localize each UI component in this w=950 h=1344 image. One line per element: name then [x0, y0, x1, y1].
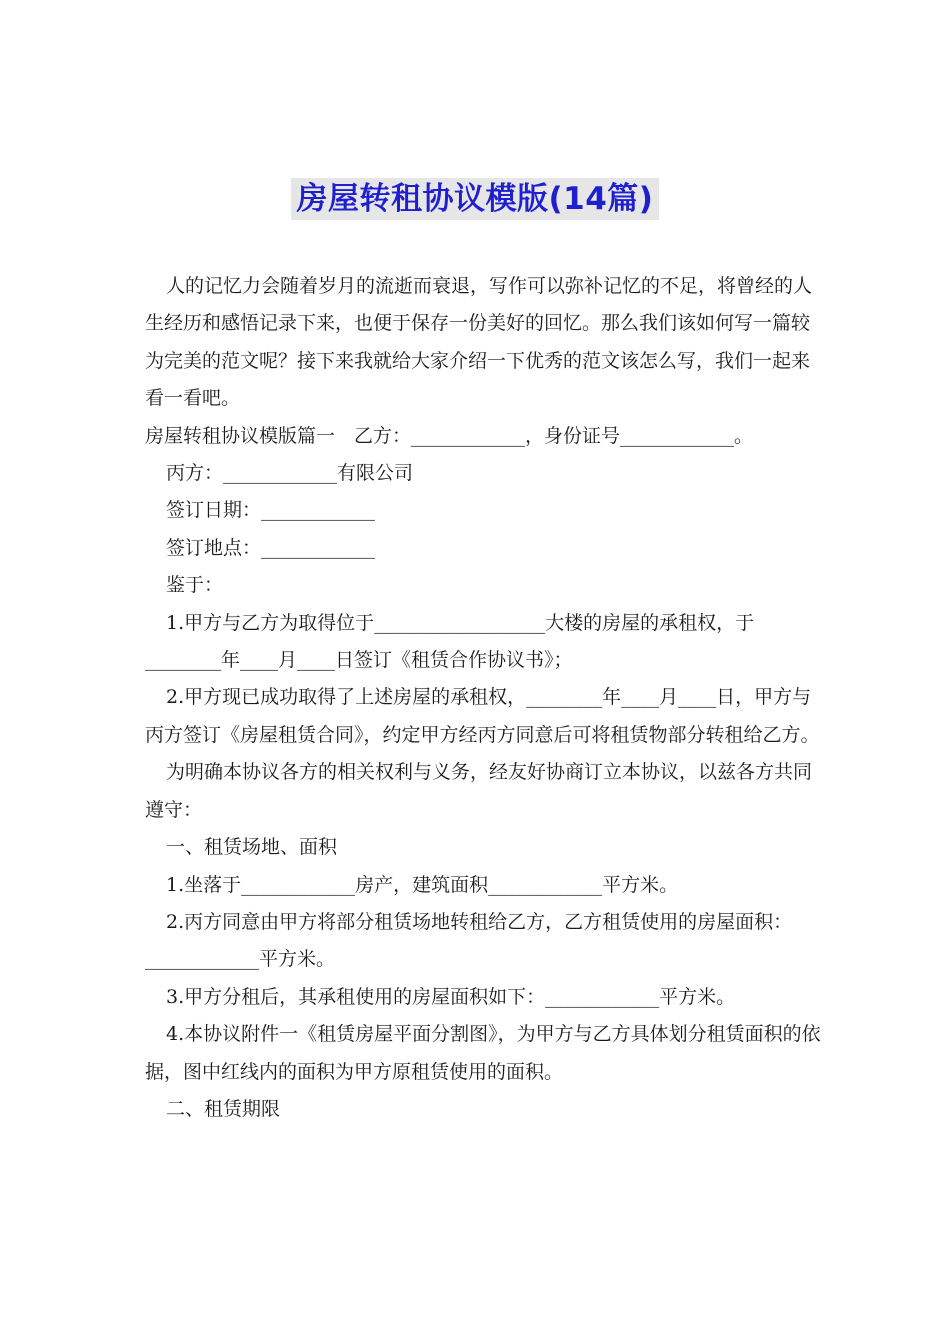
whereas-line: 鉴于： — [166, 574, 224, 597]
sign-date-line: 签订日期：____________ — [166, 499, 376, 522]
document-body — [145, 268, 825, 1128]
recital-1: 1.甲方与乙方为取得位于__________________大楼的房屋的承租权，于________年____月____日签订《租赁合作协议书》； — [145, 611, 755, 672]
clause-1-2: 2.丙方同意由甲方将部分租赁场地转租给乙方，乙方租赁使用的房屋面积：____________平方米。 — [145, 910, 793, 971]
title-container — [0, 178, 950, 220]
purpose-paragraph: 为明确本协议各方的相关权利与义务，经友好协商订立本协议，以兹各方共同遵守： — [145, 761, 813, 821]
section-2-heading: 二、租赁期限 — [166, 1097, 281, 1120]
section-1-heading: 一、租赁场地、面积 — [166, 836, 338, 859]
recital-2: 2.甲方现已成功取得了上述房屋的承租权，________年____月____日，甲方与丙方签订《房屋租赁合同》，约定甲方经丙方同意后可将租赁物部分转租给乙方。 — [145, 686, 820, 746]
clause-1-1: 1.坐落于____________房产，建筑面积____________平方米。 — [166, 873, 679, 896]
party-c-line: 丙方：____________有限公司 — [166, 462, 414, 485]
section-heading-first: 房屋转租协议模版篇一 乙方：____________，身份证号____________。 — [145, 424, 754, 447]
document-title: 房屋转租协议模版(14篇) — [291, 178, 660, 220]
intro-paragraph: 人的记忆力会随着岁月的流逝而衰退，写作可以弥补记忆的不足，将曾经的人生经历和感悟记录下来，也便于保存一份美好的回忆。那么我们该如何写一篇较为完美的范文呢？接下来我就给大家介绍一下优秀的范文该怎么写，我们一起来看一看吧。 — [145, 275, 813, 410]
clause-1-4: 4.本协议附件一《租赁房屋平面分割图》，为甲方与乙方具体划分租赁面积的依据，图中红线内的面积为甲方原租赁使用的面积。 — [145, 1023, 821, 1083]
sign-place-line: 签订地点：____________ — [166, 536, 376, 559]
clause-1-3: 3.甲方分租后，其承租使用的房屋面积如下：____________平方米。 — [166, 985, 736, 1008]
